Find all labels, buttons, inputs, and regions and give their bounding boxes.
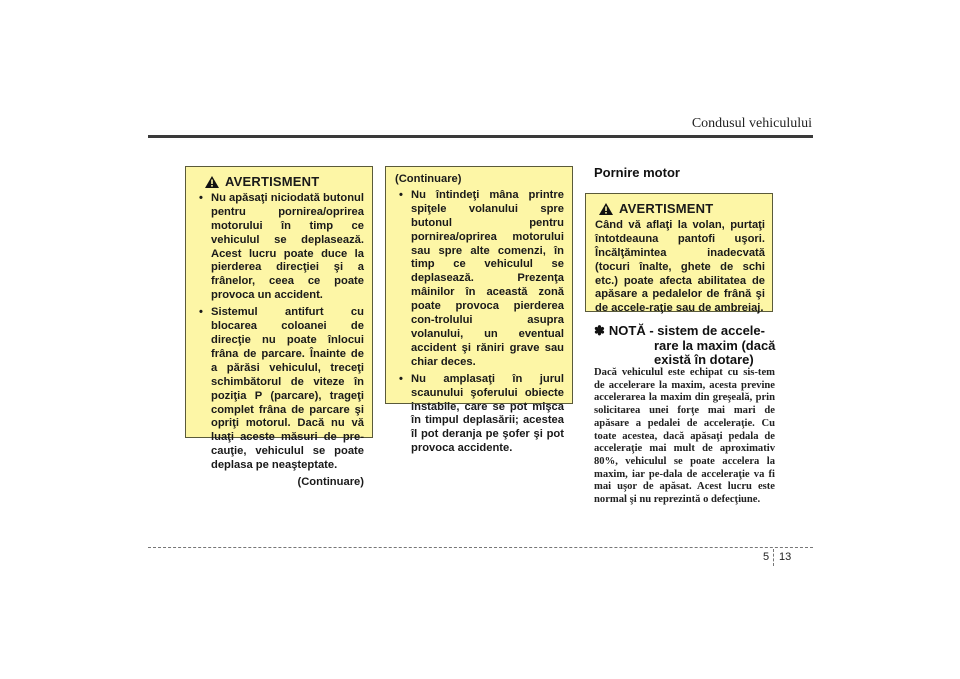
section-heading: Pornire motor: [594, 165, 680, 180]
warning-triangle-icon: [599, 203, 613, 215]
continuation-label: (Continuare): [395, 173, 462, 185]
footer-divider: [148, 547, 813, 548]
warning-heading: [599, 202, 765, 216]
chapter-number: 5: [763, 551, 770, 563]
note-body-text: Dacă vehiculul este echipat cu sis-tem de accelerare la maxim, acesta previne accelerarea la maxim din greşeală, prin solicitarea unei forţe mai mari de apăsare a pedalei de acceleraţie. Cu toate acestea, dacă apăsaţi pedala de acceleraţie mai mult de aproximativ 80%, vehiculul se poate accelera la maxim, iar pe-dala de acceleraţie va fi mai uşor de apăsat. Acest lucru este normal şi nu reprezintă o defecţiune.: [594, 367, 775, 506]
warning-heading: [205, 175, 364, 189]
page-number-separator: [773, 549, 774, 566]
list-item-text: Nu întindeţi mâna printre spiţele volanului spre butonul pentru pornirea/oprirea motorului sau spre alte comenzi, în timp ce vehiculul se deplasează. Prezenţa mâinilor în această zonă poate provoca pierderea con-trolului asupra volanului, un eventual accident şi răniri grave sau chiar deces.: [411, 188, 564, 368]
note-heading-line-3: există în dotare): [654, 352, 754, 367]
continue-label: (Continuare): [297, 476, 364, 489]
warning-box-2: [385, 166, 573, 455]
header-divider: [148, 135, 813, 138]
warning-text: Când vă aflaţi la volan, purtaţi întotdeauna pantofi uşori. Încălţămintea inadecvată (tocuri înalte, ghete de schi etc.) poate afecta abilitatea de apăsare a pedalelor de frână şi de accele-raţie sau de ambreiaj.: [595, 218, 765, 315]
list-item: • Nu întindeţi mâna printre spiţele volanului spre butonul pentru pornirea/oprirea motorului sau spre alte comenzi, în timp ce vehiculul se deplasează. Prezenţa mâinilor în această zonă poate provoca pierderea con-trolului asupra volanului, un eventual accident şi răniri grave sau chiar deces.: [399, 188, 564, 368]
list-item: • Nu apăsaţi niciodată butonul pentru pornirea/oprirea motorului în timp ce vehiculul se deplasează. Acest lucru poate duce la pierderea direcţiei şi a frânelor, ceea ce poate provoca un accident.: [199, 191, 364, 302]
note-heading-line-1: NOTĂ - sistem de accele-: [608, 323, 765, 338]
page-number: 13: [779, 551, 792, 563]
note-heading-line-2: rare la maxim (dacă: [654, 337, 776, 353]
warning-heading-text: AVERTISMENT: [225, 174, 320, 189]
warning-heading-text: AVERTISMENT: [619, 201, 714, 216]
list-item: • Nu amplasaţi în jurul scaunului şoferului obiecte instabile, care se pot mişca în timpul deplasării; acestea îl pot deranja pe şofer şi pot provoca accidente.: [399, 372, 564, 455]
warning-box-3: [585, 193, 773, 315]
list-item-text: Nu apăsaţi niciodată butonul pentru pornirea/oprirea motorului în timp ce vehiculul se deplasează. Acest lucru poate duce la pierderea direcţiei şi a frânelor, ceea ce poate provoca un accident.: [211, 191, 364, 302]
warning-triangle-icon: [205, 176, 219, 188]
list-item: • Sistemul antifurt cu blocarea coloanei de direcţie nu poate înlocui frâna de parcare. Înainte de a părăsi vehiculul, treceţi schimbătorul de viteze în poziţia P (parcare), trageţi complet frâna de parcare şi opriţi motorul. Dacă nu vă luaţi aceste măsuri de pre-cauţie, vehiculul se poate deplasa pe neaşteptate.: [199, 306, 364, 472]
warning-box-1: [185, 166, 373, 489]
note-heading: [594, 324, 794, 368]
page-header-title: Condusul vehiculului: [691, 116, 812, 131]
list-item-text: Nu amplasaţi în jurul scaunului şoferului obiecte instabile, care se pot mişca în timpul deplasării; acestea îl pot deranja pe şofer şi pot provoca accidente.: [411, 372, 564, 455]
list-item-text: Sistemul antifurt cu blocarea coloanei de direcţie nu poate înlocui frâna de parcare. Înainte de a părăsi vehiculul, treceţi schimbătorul de viteze în poziţia P (parcare), trageţi complet frâna de parcare şi opriţi motorul. Dacă nu vă luaţi aceste măsuri de pre-cauţie, vehiculul se poate deplasa pe neaşteptate.: [211, 306, 364, 472]
note-star-icon: ✽: [594, 323, 605, 338]
